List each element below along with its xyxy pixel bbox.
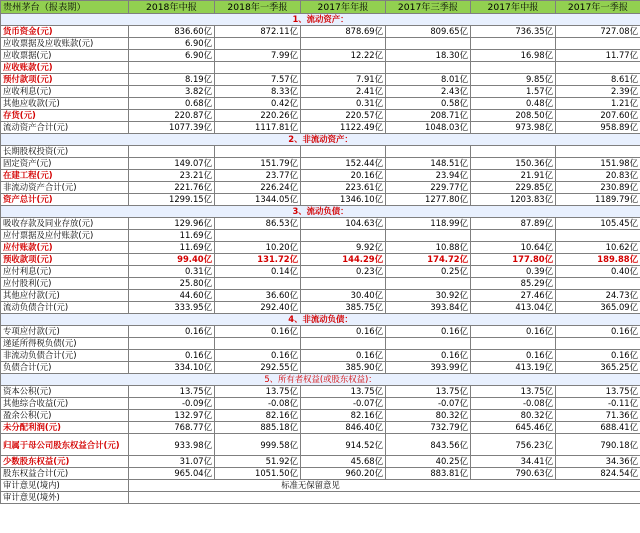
- audit-opinion: [129, 492, 640, 504]
- value-cell: 756.23亿: [471, 434, 556, 456]
- table-row: [1, 422, 640, 434]
- section-header-row: [1, 206, 640, 218]
- value-cell: 229.77亿: [386, 182, 471, 194]
- value-cell: 999.58亿: [215, 434, 301, 456]
- value-cell: -0.08亿: [471, 398, 556, 410]
- value-cell: 174.72亿: [386, 254, 471, 266]
- value-cell: 385.75亿: [301, 302, 386, 314]
- row-label: 专项应付款(元): [1, 326, 129, 338]
- value-cell: 0.16亿: [471, 350, 556, 362]
- table-row: [1, 170, 640, 182]
- value-cell: [386, 338, 471, 350]
- value-cell: 0.48亿: [471, 98, 556, 110]
- value-cell: 223.61亿: [301, 182, 386, 194]
- value-cell: 85.29亿: [471, 278, 556, 290]
- value-cell: 1.57亿: [471, 86, 556, 98]
- value-cell: 6.90亿: [129, 38, 215, 50]
- value-cell: 11.69亿: [129, 242, 215, 254]
- value-cell: [301, 338, 386, 350]
- row-label: 审计意见(境外): [1, 492, 129, 504]
- value-cell: 843.56亿: [386, 434, 471, 456]
- value-cell: 1117.81亿: [215, 122, 301, 134]
- value-cell: 10.64亿: [471, 242, 556, 254]
- value-cell: 885.18亿: [215, 422, 301, 434]
- value-cell: 208.50亿: [471, 110, 556, 122]
- value-cell: 365.25亿: [556, 362, 640, 374]
- value-cell: 292.40亿: [215, 302, 301, 314]
- value-cell: 87.89亿: [471, 218, 556, 230]
- value-cell: 0.16亿: [556, 350, 640, 362]
- value-cell: 393.99亿: [386, 362, 471, 374]
- value-cell: 13.75亿: [556, 386, 640, 398]
- row-label: 其他综合收益(元): [1, 398, 129, 410]
- table-row: [1, 398, 640, 410]
- value-cell: 8.61亿: [556, 74, 640, 86]
- value-cell: 836.60亿: [129, 26, 215, 38]
- value-cell: 207.60亿: [556, 110, 640, 122]
- audit-row: [1, 492, 640, 504]
- table-row: [1, 230, 640, 242]
- value-cell: 0.31亿: [301, 98, 386, 110]
- row-label: 资本公积(元): [1, 386, 129, 398]
- value-cell: 1122.49亿: [301, 122, 386, 134]
- value-cell: 9.92亿: [301, 242, 386, 254]
- value-cell: 230.89亿: [556, 182, 640, 194]
- row-label: 应付票据及应付账款(元): [1, 230, 129, 242]
- value-cell: [215, 146, 301, 158]
- table-row: [1, 362, 640, 374]
- value-cell: 51.92亿: [215, 456, 301, 468]
- value-cell: 82.16亿: [215, 410, 301, 422]
- value-cell: [301, 62, 386, 74]
- value-cell: 9.85亿: [471, 74, 556, 86]
- value-cell: 2.41亿: [301, 86, 386, 98]
- value-cell: 34.36亿: [556, 456, 640, 468]
- table-row: [1, 158, 640, 170]
- row-label: 非流动资产合计(元): [1, 182, 129, 194]
- row-label: 预收款项(元): [1, 254, 129, 266]
- value-cell: 365.09亿: [556, 302, 640, 314]
- value-cell: 189.88亿: [556, 254, 640, 266]
- value-cell: 334.10亿: [129, 362, 215, 374]
- row-label: 未分配利润(元): [1, 422, 129, 434]
- value-cell: 3.82亿: [129, 86, 215, 98]
- value-cell: 20.83亿: [556, 170, 640, 182]
- value-cell: -0.09亿: [129, 398, 215, 410]
- row-label: 应付账款(元): [1, 242, 129, 254]
- value-cell: 8.33亿: [215, 86, 301, 98]
- row-label: 应收票据(元): [1, 50, 129, 62]
- row-label: 审计意见(境内): [1, 480, 129, 492]
- value-cell: 2.39亿: [556, 86, 640, 98]
- value-cell: 10.62亿: [556, 242, 640, 254]
- value-cell: 1.21亿: [556, 98, 640, 110]
- value-cell: 45.68亿: [301, 456, 386, 468]
- value-cell: 0.58亿: [386, 98, 471, 110]
- table-row: [1, 254, 640, 266]
- value-cell: 0.16亿: [301, 326, 386, 338]
- value-cell: 0.16亿: [215, 350, 301, 362]
- value-cell: [471, 146, 556, 158]
- row-label: 应收票据及应收账款(元): [1, 38, 129, 50]
- value-cell: 23.94亿: [386, 170, 471, 182]
- value-cell: [129, 338, 215, 350]
- value-cell: 13.75亿: [129, 386, 215, 398]
- table-title-cell: 贵州茅台（报表期）: [1, 1, 129, 14]
- value-cell: 21.91亿: [471, 170, 556, 182]
- value-cell: 80.32亿: [471, 410, 556, 422]
- value-cell: [215, 230, 301, 242]
- value-cell: [215, 62, 301, 74]
- value-cell: -0.11亿: [556, 398, 640, 410]
- value-cell: [386, 230, 471, 242]
- value-cell: 790.18亿: [556, 434, 640, 456]
- value-cell: [129, 62, 215, 74]
- value-cell: 0.16亿: [386, 350, 471, 362]
- table-row: [1, 50, 640, 62]
- row-label: 吸收存款及同业存放(元): [1, 218, 129, 230]
- table-row: [1, 218, 640, 230]
- row-label: 股东权益合计(元): [1, 468, 129, 480]
- value-cell: [471, 62, 556, 74]
- value-cell: 105.45亿: [556, 218, 640, 230]
- value-cell: [386, 62, 471, 74]
- value-cell: 34.41亿: [471, 456, 556, 468]
- value-cell: 131.72亿: [215, 254, 301, 266]
- value-cell: 13.75亿: [301, 386, 386, 398]
- value-cell: 1077.39亿: [129, 122, 215, 134]
- row-label: 在建工程(元): [1, 170, 129, 182]
- value-cell: 149.07亿: [129, 158, 215, 170]
- value-cell: 16.98亿: [471, 50, 556, 62]
- row-label: 应收账款(元): [1, 62, 129, 74]
- value-cell: [386, 146, 471, 158]
- value-cell: 220.87亿: [129, 110, 215, 122]
- value-cell: 385.90亿: [301, 362, 386, 374]
- table-row: [1, 456, 640, 468]
- value-cell: 11.77亿: [556, 50, 640, 62]
- value-cell: 0.68亿: [129, 98, 215, 110]
- value-cell: 393.84亿: [386, 302, 471, 314]
- value-cell: 883.81亿: [386, 468, 471, 480]
- audit-row: [1, 480, 640, 492]
- value-cell: 1048.03亿: [386, 122, 471, 134]
- column-header: 2018年中报: [129, 1, 215, 14]
- value-cell: 220.57亿: [301, 110, 386, 122]
- row-label: 预付款项(元): [1, 74, 129, 86]
- row-label: 其他应付款(元): [1, 290, 129, 302]
- value-cell: 11.69亿: [129, 230, 215, 242]
- value-cell: [386, 38, 471, 50]
- value-cell: 20.16亿: [301, 170, 386, 182]
- value-cell: 86.53亿: [215, 218, 301, 230]
- value-cell: [556, 146, 640, 158]
- value-cell: 413.04亿: [471, 302, 556, 314]
- value-cell: 6.90亿: [129, 50, 215, 62]
- value-cell: [301, 146, 386, 158]
- table-row: [1, 98, 640, 110]
- section-header-row: [1, 134, 640, 146]
- value-cell: 0.25亿: [386, 266, 471, 278]
- value-cell: 1203.83亿: [471, 194, 556, 206]
- header-row: [1, 1, 640, 14]
- table-row: [1, 122, 640, 134]
- row-label: 长期股权投资(元): [1, 146, 129, 158]
- value-cell: [129, 146, 215, 158]
- value-cell: 0.16亿: [386, 326, 471, 338]
- value-cell: 24.73亿: [556, 290, 640, 302]
- value-cell: 872.11亿: [215, 26, 301, 38]
- value-cell: 1299.15亿: [129, 194, 215, 206]
- row-label: 非流动负债合计(元): [1, 350, 129, 362]
- value-cell: 878.69亿: [301, 26, 386, 38]
- row-label: 流动负债合计(元): [1, 302, 129, 314]
- value-cell: 40.25亿: [386, 456, 471, 468]
- value-cell: 10.20亿: [215, 242, 301, 254]
- row-label: 货币资金(元): [1, 26, 129, 38]
- value-cell: 790.63亿: [471, 468, 556, 480]
- table-row: [1, 38, 640, 50]
- section-title: 5、所有者权益(或股东权益)：: [1, 374, 640, 386]
- row-label: 其他应收款(元): [1, 98, 129, 110]
- value-cell: 30.92亿: [386, 290, 471, 302]
- row-label: 归属于母公司股东权益合计(元): [1, 434, 129, 456]
- column-header: 2017年一季报: [556, 1, 640, 14]
- table-row: [1, 386, 640, 398]
- value-cell: 30.40亿: [301, 290, 386, 302]
- value-cell: 0.39亿: [471, 266, 556, 278]
- value-cell: 151.79亿: [215, 158, 301, 170]
- value-cell: 2.43亿: [386, 86, 471, 98]
- value-cell: 13.75亿: [386, 386, 471, 398]
- value-cell: 1189.79亿: [556, 194, 640, 206]
- value-cell: 0.16亿: [301, 350, 386, 362]
- value-cell: [301, 38, 386, 50]
- value-cell: 688.41亿: [556, 422, 640, 434]
- row-label: 负债合计(元): [1, 362, 129, 374]
- audit-opinion: 标准无保留意见: [129, 480, 640, 492]
- table-row: [1, 146, 640, 158]
- value-cell: 71.36亿: [556, 410, 640, 422]
- value-cell: 129.96亿: [129, 218, 215, 230]
- value-cell: 7.91亿: [301, 74, 386, 86]
- value-cell: [471, 230, 556, 242]
- value-cell: 36.60亿: [215, 290, 301, 302]
- row-label: 存货(元): [1, 110, 129, 122]
- value-cell: [471, 338, 556, 350]
- value-cell: [556, 230, 640, 242]
- value-cell: [215, 278, 301, 290]
- value-cell: 914.52亿: [301, 434, 386, 456]
- value-cell: 221.76亿: [129, 182, 215, 194]
- value-cell: 645.46亿: [471, 422, 556, 434]
- value-cell: [556, 338, 640, 350]
- value-cell: 82.16亿: [301, 410, 386, 422]
- value-cell: 25.80亿: [129, 278, 215, 290]
- row-label: 应付利息(元): [1, 266, 129, 278]
- value-cell: 18.30亿: [386, 50, 471, 62]
- value-cell: 846.40亿: [301, 422, 386, 434]
- value-cell: 960.20亿: [301, 468, 386, 480]
- value-cell: 0.16亿: [129, 350, 215, 362]
- value-cell: 292.55亿: [215, 362, 301, 374]
- table-row: [1, 338, 640, 350]
- row-label: 资产总计(元): [1, 194, 129, 206]
- value-cell: 13.75亿: [471, 386, 556, 398]
- table-row: [1, 74, 640, 86]
- table-row: [1, 86, 640, 98]
- table-row: [1, 434, 640, 456]
- value-cell: 933.98亿: [129, 434, 215, 456]
- value-cell: 732.79亿: [386, 422, 471, 434]
- section-header-row: [1, 314, 640, 326]
- section-header-row: [1, 374, 640, 386]
- value-cell: -0.07亿: [301, 398, 386, 410]
- column-header: 2017年三季报: [386, 1, 471, 14]
- value-cell: 8.19亿: [129, 74, 215, 86]
- value-cell: 809.65亿: [386, 26, 471, 38]
- value-cell: 727.08亿: [556, 26, 640, 38]
- value-cell: 23.77亿: [215, 170, 301, 182]
- table-row: [1, 62, 640, 74]
- value-cell: 23.21亿: [129, 170, 215, 182]
- value-cell: 1344.05亿: [215, 194, 301, 206]
- value-cell: [386, 278, 471, 290]
- value-cell: 1277.80亿: [386, 194, 471, 206]
- value-cell: [556, 62, 640, 74]
- value-cell: 824.54亿: [556, 468, 640, 480]
- value-cell: 0.16亿: [556, 326, 640, 338]
- value-cell: [301, 230, 386, 242]
- table-row: [1, 26, 640, 38]
- value-cell: 0.40亿: [556, 266, 640, 278]
- value-cell: 177.80亿: [471, 254, 556, 266]
- value-cell: 150.36亿: [471, 158, 556, 170]
- value-cell: 148.51亿: [386, 158, 471, 170]
- value-cell: 226.24亿: [215, 182, 301, 194]
- value-cell: 0.23亿: [301, 266, 386, 278]
- section-title: 2、非流动资产：: [1, 134, 640, 146]
- value-cell: 229.85亿: [471, 182, 556, 194]
- section-header-row: [1, 14, 640, 26]
- value-cell: [556, 38, 640, 50]
- value-cell: [215, 38, 301, 50]
- section-title: 4、非流动负债：: [1, 314, 640, 326]
- value-cell: 12.22亿: [301, 50, 386, 62]
- value-cell: 208.71亿: [386, 110, 471, 122]
- section-title: 1、流动资产：: [1, 14, 640, 26]
- column-header: 2017年中报: [471, 1, 556, 14]
- value-cell: 7.99亿: [215, 50, 301, 62]
- value-cell: 958.89亿: [556, 122, 640, 134]
- table-row: [1, 266, 640, 278]
- column-header: 2018年一季报: [215, 1, 301, 14]
- value-cell: [215, 338, 301, 350]
- value-cell: 8.01亿: [386, 74, 471, 86]
- value-cell: 220.26亿: [215, 110, 301, 122]
- table-row: [1, 182, 640, 194]
- row-label: 盈余公积(元): [1, 410, 129, 422]
- value-cell: 1051.50亿: [215, 468, 301, 480]
- value-cell: 151.98亿: [556, 158, 640, 170]
- value-cell: 144.29亿: [301, 254, 386, 266]
- value-cell: 973.98亿: [471, 122, 556, 134]
- value-cell: 104.63亿: [301, 218, 386, 230]
- table-row: [1, 468, 640, 480]
- value-cell: 768.77亿: [129, 422, 215, 434]
- value-cell: [301, 278, 386, 290]
- table-row: [1, 194, 640, 206]
- table-row: [1, 242, 640, 254]
- value-cell: 333.95亿: [129, 302, 215, 314]
- table-row: [1, 290, 640, 302]
- value-cell: 1346.10亿: [301, 194, 386, 206]
- row-label: 少数股东权益(元): [1, 456, 129, 468]
- row-label: 流动资产合计(元): [1, 122, 129, 134]
- section-title: 3、流动负债：: [1, 206, 640, 218]
- value-cell: 118.99亿: [386, 218, 471, 230]
- value-cell: [556, 278, 640, 290]
- value-cell: -0.08亿: [215, 398, 301, 410]
- value-cell: 0.31亿: [129, 266, 215, 278]
- value-cell: 152.44亿: [301, 158, 386, 170]
- row-label: 固定资产(元): [1, 158, 129, 170]
- row-label: 递延所得税负债(元): [1, 338, 129, 350]
- table-row: [1, 278, 640, 290]
- value-cell: 27.46亿: [471, 290, 556, 302]
- value-cell: 0.16亿: [129, 326, 215, 338]
- value-cell: 0.42亿: [215, 98, 301, 110]
- value-cell: 965.04亿: [129, 468, 215, 480]
- value-cell: -0.07亿: [386, 398, 471, 410]
- value-cell: 44.60亿: [129, 290, 215, 302]
- column-header: 2017年年报: [301, 1, 386, 14]
- value-cell: 0.14亿: [215, 266, 301, 278]
- value-cell: 413.19亿: [471, 362, 556, 374]
- row-label: 应收利息(元): [1, 86, 129, 98]
- value-cell: 132.97亿: [129, 410, 215, 422]
- value-cell: 0.16亿: [471, 326, 556, 338]
- value-cell: [471, 38, 556, 50]
- table-row: [1, 302, 640, 314]
- value-cell: 13.75亿: [215, 386, 301, 398]
- value-cell: 7.57亿: [215, 74, 301, 86]
- table-row: [1, 110, 640, 122]
- value-cell: 736.35亿: [471, 26, 556, 38]
- table-row: [1, 410, 640, 422]
- value-cell: 80.32亿: [386, 410, 471, 422]
- value-cell: 99.40亿: [129, 254, 215, 266]
- table-row: [1, 350, 640, 362]
- value-cell: 0.16亿: [215, 326, 301, 338]
- value-cell: 31.07亿: [129, 456, 215, 468]
- row-label: 应付股利(元): [1, 278, 129, 290]
- value-cell: 10.88亿: [386, 242, 471, 254]
- table-row: [1, 326, 640, 338]
